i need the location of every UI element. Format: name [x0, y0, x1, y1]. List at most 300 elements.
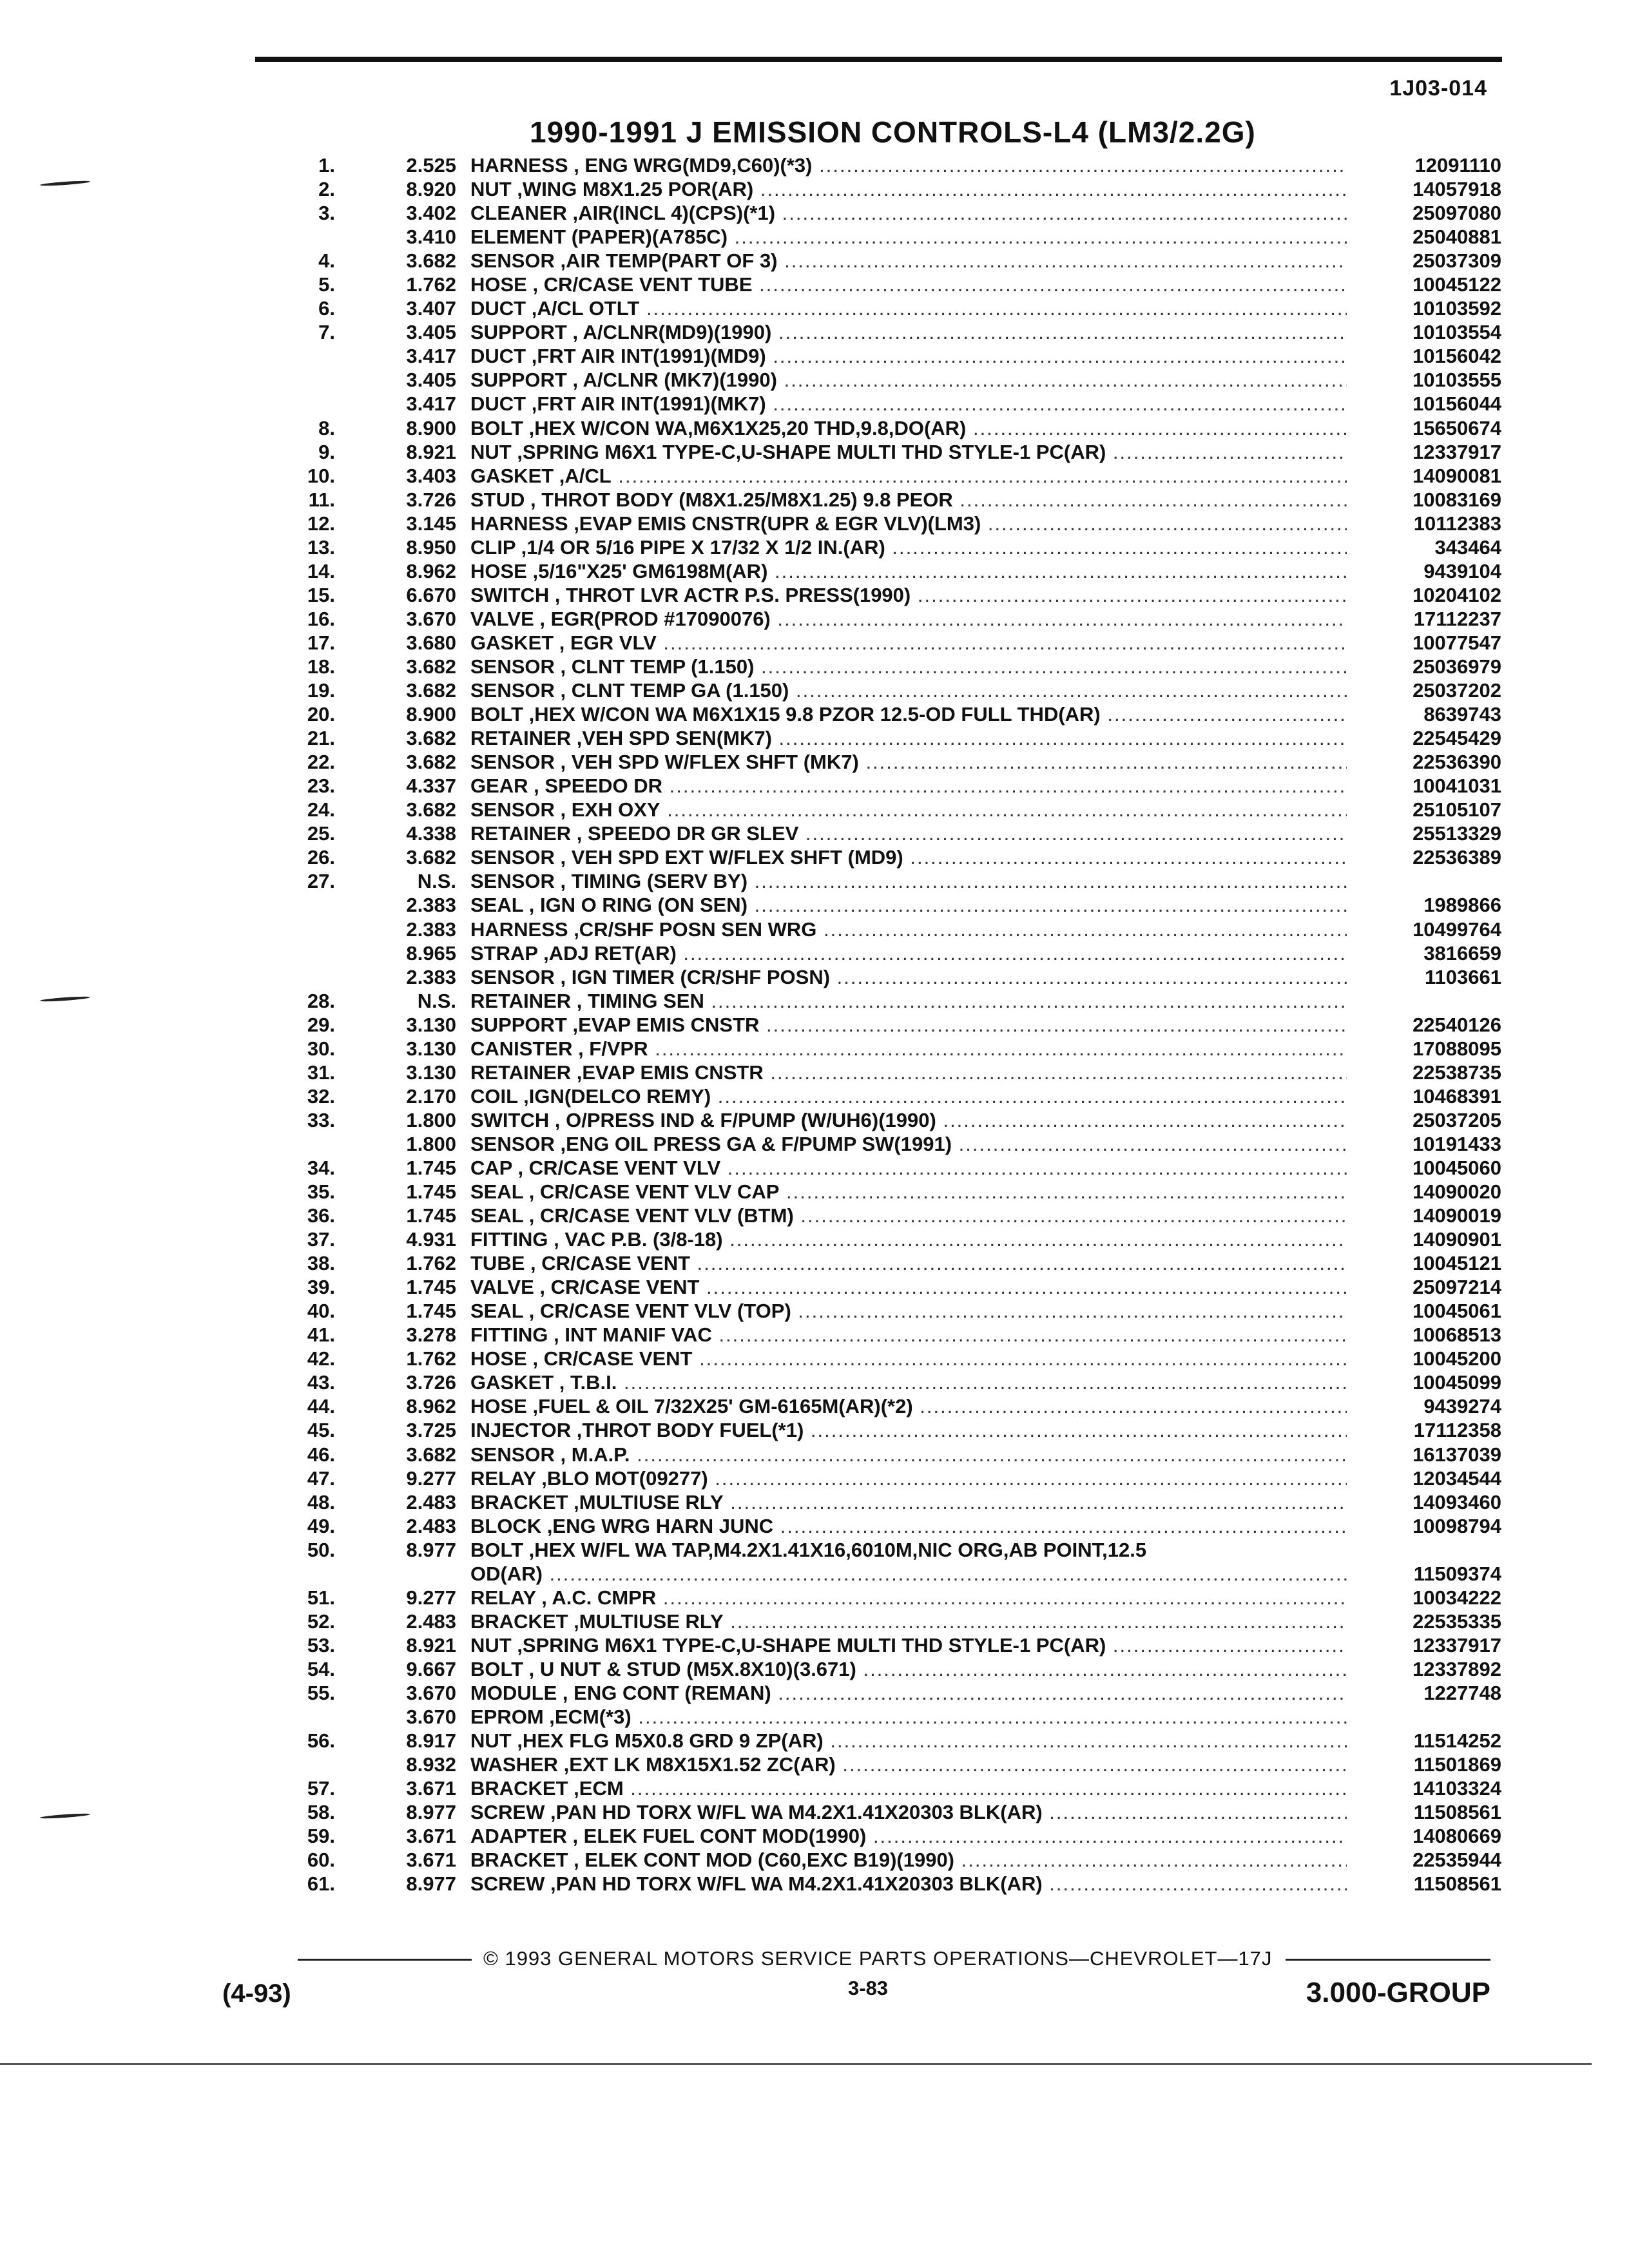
part-row [258, 1299, 1501, 1323]
part-row [258, 1872, 1501, 1896]
item-number: 34. [307, 1156, 335, 1179]
part-number: 10103555 [1412, 369, 1501, 392]
part-description: FITTING , INT MANIF VAC ..... [470, 1323, 1347, 1347]
part-description: CAP , CR/CASE VENT VLV ..... [470, 1156, 1347, 1180]
part-row [258, 1705, 1501, 1729]
item-number: 6. [318, 297, 335, 320]
part-row [258, 1729, 1501, 1753]
part-number: 10045061 [1412, 1300, 1501, 1323]
part-row [258, 798, 1501, 822]
part-row [258, 1394, 1501, 1418]
item-number: 11. [308, 488, 335, 511]
group-number: 2.383 [406, 918, 456, 941]
group-number: 8.977 [406, 1872, 456, 1896]
copyright-line: © 1993 GENERAL MOTORS SERVICE PARTS OPERATIONS—CHEVROLET—17J [483, 1947, 1273, 1970]
part-number: 14057918 [1412, 178, 1501, 201]
binder-hole-mark [40, 995, 90, 1002]
part-description: RETAINER ,VEH SPD SEN(MK7) ..... [470, 726, 1347, 750]
part-row [258, 1156, 1501, 1180]
part-description: DUCT ,A/CL OTLT ..... [470, 296, 1347, 320]
group-number: 8.900 [406, 416, 456, 439]
part-number: 11508561 [1413, 1801, 1501, 1824]
part-row [258, 1681, 1501, 1705]
part-row [258, 1061, 1501, 1084]
part-row [258, 726, 1501, 750]
page-title: 1990-1991 J EMISSION CONTROLS-L4 (LM3/2.2G) [530, 115, 1256, 149]
part-description: CLEANER ,AIR(INCL 4)(CPS)(*1) ..... [470, 201, 1347, 225]
part-number: 343464 [1434, 535, 1501, 559]
group-number: 3.670 [406, 1706, 456, 1729]
part-row [258, 1824, 1501, 1848]
item-number: 51. [307, 1586, 335, 1609]
group-number: 6.670 [406, 583, 456, 606]
part-row [258, 1657, 1501, 1681]
part-row [258, 1347, 1501, 1370]
item-number: 49. [307, 1514, 335, 1537]
part-description: GASKET ,A/CL ..... [470, 464, 1347, 488]
part-description: BOLT ,HEX W/FL WA TAP,M4.2X1.41X16,6010M,NIC ORG,AB POINT,12.5 [470, 1538, 1147, 1561]
group-number: 2.483 [406, 1514, 456, 1537]
part-description: SENSOR , CLNT TEMP (1.150) ..... [470, 655, 1347, 678]
part-row [258, 941, 1501, 965]
item-number: 32. [307, 1084, 335, 1108]
part-description: SEAL , IGN O RING (ON SEN) ..... [470, 893, 1347, 917]
part-number: 11501869 [1413, 1753, 1501, 1776]
group-number: 2.383 [406, 894, 456, 917]
group-number: 3.130 [406, 1013, 456, 1036]
part-number: 12091110 [1414, 154, 1501, 177]
item-number: 54. [307, 1657, 335, 1680]
part-row [258, 1251, 1501, 1275]
part-row [258, 989, 1501, 1013]
part-description: BRACKET ,MULTIUSE RLY ..... [470, 1490, 1347, 1514]
group-number: 4.931 [406, 1228, 456, 1251]
part-number: 17088095 [1412, 1037, 1501, 1060]
part-number: 22540126 [1412, 1013, 1501, 1036]
item-number: 13. [307, 535, 335, 559]
part-number: 25037205 [1412, 1108, 1501, 1131]
part-description: SENSOR ,ENG OIL PRESS GA & F/PUMP SW(1991) ..... [470, 1132, 1347, 1156]
item-number: 61. [307, 1872, 335, 1896]
part-description: HOSE , CR/CASE VENT ..... [470, 1347, 1347, 1370]
part-row [258, 822, 1501, 845]
group-number: 8.932 [406, 1753, 456, 1776]
part-number: 10045200 [1412, 1347, 1501, 1370]
part-number: 10103592 [1412, 297, 1501, 320]
part-description: SCREW ,PAN HD TORX W/FL WA M4.2X1.41X20303 BLK(AR) ..... [470, 1800, 1347, 1824]
item-number: 41. [307, 1323, 335, 1347]
part-number: 9439104 [1423, 559, 1501, 582]
part-row [258, 201, 1501, 225]
part-row [258, 1610, 1501, 1633]
item-number: 21. [307, 727, 335, 750]
part-description: STUD , THROT BODY (M8X1.25/M8X1.25) 9.8 PEOR ..... [470, 488, 1347, 512]
group-number: 1.745 [406, 1180, 456, 1204]
binder-hole-mark [40, 1812, 90, 1819]
part-number: 11508561 [1413, 1872, 1501, 1896]
part-description: SUPPORT ,EVAP EMIS CNSTR ..... [470, 1013, 1347, 1037]
group-number: N.S. [417, 870, 456, 893]
part-number: 10041031 [1412, 774, 1501, 798]
part-row [258, 678, 1501, 702]
part-row [258, 655, 1501, 678]
item-number: 30. [307, 1037, 335, 1060]
part-row [258, 273, 1501, 296]
item-number: 40. [307, 1300, 335, 1323]
part-number: 17112358 [1413, 1419, 1501, 1442]
part-number: 10499764 [1412, 918, 1501, 941]
part-number: 10112383 [1413, 512, 1501, 535]
part-number: 25040881 [1412, 226, 1501, 249]
item-number: 27. [307, 870, 335, 893]
part-row [258, 1490, 1501, 1514]
part-row [258, 416, 1501, 440]
part-description: SENSOR , VEH SPD EXT W/FLEX SHFT (MD9) ..... [470, 845, 1347, 869]
part-row [258, 1443, 1501, 1466]
group-number: 2.170 [406, 1084, 456, 1108]
part-number: 22535944 [1412, 1849, 1501, 1872]
group-number: 3.402 [406, 202, 456, 225]
part-row [258, 392, 1501, 416]
item-number: 22. [307, 751, 335, 774]
item-number: 33. [307, 1108, 335, 1131]
part-row [258, 1084, 1501, 1108]
group-number: 1.745 [406, 1156, 456, 1179]
group-number: 4.337 [406, 774, 456, 798]
part-row [258, 750, 1501, 774]
group-number: 4.338 [406, 822, 456, 845]
part-description: DUCT ,FRT AIR INT(1991)(MD9) ..... [470, 344, 1347, 368]
part-description: COIL ,IGN(DELCO REMY) ..... [470, 1084, 1347, 1108]
part-description: SENSOR , CLNT TEMP GA (1.150) ..... [470, 678, 1347, 702]
part-number: 14080669 [1412, 1825, 1501, 1848]
item-number: 52. [307, 1610, 335, 1633]
part-description: STRAP ,ADJ RET(AR) ..... [470, 941, 1347, 965]
part-number: 22536389 [1412, 846, 1501, 869]
part-row [258, 1514, 1501, 1538]
part-row [258, 512, 1501, 535]
part-number: 25513329 [1412, 822, 1501, 845]
part-row [258, 1800, 1501, 1824]
part-row [258, 702, 1501, 726]
item-number: 9. [318, 440, 335, 463]
group-number: 8.962 [406, 559, 456, 582]
part-description: SWITCH , O/PRESS IND & F/PUMP (W/UH6)(1990) ..... [470, 1108, 1347, 1132]
part-row [258, 1037, 1501, 1061]
group-number: 2.525 [406, 154, 456, 177]
part-number: 10204102 [1412, 583, 1501, 606]
part-row [258, 1013, 1501, 1037]
item-number: 36. [307, 1204, 335, 1227]
group-number: 3.278 [406, 1323, 456, 1347]
part-number: 25105107 [1412, 798, 1501, 822]
part-number: 12337917 [1412, 1633, 1501, 1657]
group-number: 8.921 [406, 1633, 456, 1657]
part-number: 14103324 [1412, 1777, 1501, 1800]
part-description: SEAL , CR/CASE VENT VLV (BTM) ..... [470, 1204, 1347, 1227]
part-description: HOSE , CR/CASE VENT TUBE ..... [470, 273, 1347, 296]
part-row [258, 583, 1501, 607]
part-number: 15650674 [1412, 416, 1501, 439]
part-description: BOLT , U NUT & STUD (M5X.8X10)(3.671) ..... [470, 1657, 1347, 1681]
part-number: 10191433 [1412, 1132, 1501, 1155]
part-description: SENSOR , EXH OXY ..... [470, 798, 1347, 822]
part-number: 12337892 [1412, 1657, 1501, 1680]
item-number: 16. [307, 607, 335, 630]
part-description: MODULE , ENG CONT (REMAN) ..... [470, 1681, 1347, 1705]
top-rule [255, 57, 1502, 62]
group-number: 8.920 [406, 178, 456, 201]
part-row [258, 296, 1501, 320]
group-number: 3.145 [406, 512, 456, 535]
part-number: 12337917 [1412, 440, 1501, 463]
part-description: SEAL , CR/CASE VENT VLV CAP ..... [470, 1180, 1347, 1204]
part-row [258, 1586, 1501, 1610]
group-number: 3.682 [406, 727, 456, 750]
group-number: 3.405 [406, 369, 456, 392]
group-number: 3.682 [406, 655, 456, 678]
group-number: 9.277 [406, 1586, 456, 1609]
part-description: SWITCH , THROT LVR ACTR P.S. PRESS(1990) ..... [470, 583, 1347, 607]
part-row [258, 774, 1501, 798]
part-row [258, 1418, 1501, 1442]
group-number: 8.900 [406, 703, 456, 726]
part-number: 10098794 [1412, 1514, 1501, 1537]
parts-list [258, 153, 1501, 1896]
part-row [258, 440, 1501, 464]
group-number: 1.745 [406, 1300, 456, 1323]
group-number: 3.680 [406, 631, 456, 654]
part-row [258, 918, 1501, 941]
part-description: EPROM ,ECM(*3) ..... [470, 1705, 1347, 1729]
part-description: HOSE ,5/16"X25' GM6198M(AR) ..... [470, 559, 1347, 583]
item-number: 44. [307, 1395, 335, 1418]
part-number: 14093460 [1412, 1490, 1501, 1514]
part-number: 3816659 [1423, 941, 1501, 965]
item-number: 17. [307, 631, 335, 654]
part-row [258, 1538, 1501, 1562]
part-description: BRACKET , ELEK CONT MOD (C60,EXC B19)(1990) ..... [470, 1848, 1347, 1872]
item-number: 1. [318, 154, 335, 177]
item-number: 19. [307, 679, 335, 702]
item-number: 47. [307, 1466, 335, 1490]
part-number: 10034222 [1412, 1586, 1501, 1609]
part-number: 10045060 [1412, 1156, 1501, 1179]
part-description: HARNESS , ENG WRG(MD9,C60)(*3) ..... [470, 153, 1347, 177]
part-row [258, 631, 1501, 655]
part-description: NUT ,SPRING M6X1 TYPE-C,U-SHAPE MULTI THD STYLE-1 PC(AR) ..... [470, 440, 1347, 464]
item-number: 8. [318, 416, 335, 439]
part-row [258, 344, 1501, 368]
group-number: 2.483 [406, 1610, 456, 1633]
part-description: HOSE ,FUEL & OIL 7/32X25' GM-6165M(AR)(*2) ..... [470, 1394, 1347, 1418]
revision-date: (4-93) [222, 1979, 291, 2008]
group-number: 3.682 [406, 1443, 456, 1466]
part-number: 14090020 [1412, 1180, 1501, 1204]
part-description: WASHER ,EXT LK M8X15X1.52 ZC(AR) ..... [470, 1753, 1347, 1776]
item-number: 39. [307, 1276, 335, 1299]
part-row [258, 1370, 1501, 1394]
part-description: SCREW ,PAN HD TORX W/FL WA M4.2X1.41X20303 BLK(AR) ..... [470, 1872, 1347, 1896]
part-row [258, 368, 1501, 392]
item-number: 28. [307, 989, 335, 1012]
part-number: 16137039 [1412, 1443, 1501, 1466]
part-description: GASKET , EGR VLV ..... [470, 631, 1347, 655]
item-number: 57. [307, 1777, 335, 1800]
part-number: 22535335 [1412, 1610, 1501, 1633]
part-number: 25037309 [1412, 249, 1501, 273]
part-number: 10083169 [1412, 488, 1501, 511]
part-row [258, 177, 1501, 201]
item-number: 4. [318, 249, 335, 273]
group-number: 3.130 [406, 1037, 456, 1060]
group-number: 1.800 [406, 1132, 456, 1155]
part-row [258, 1180, 1501, 1204]
group-number: 3.417 [406, 345, 456, 368]
item-number: 26. [307, 846, 335, 869]
part-description: OD(AR) ..... [470, 1562, 1347, 1586]
part-description: RELAY , A.C. CMPR ..... [470, 1586, 1347, 1610]
part-number: 10045121 [1412, 1252, 1501, 1275]
part-number: 11514252 [1413, 1729, 1501, 1753]
group-number: 3.410 [406, 226, 456, 249]
item-number: 43. [307, 1371, 335, 1394]
group-label: 3.000-GROUP [1306, 1977, 1490, 2008]
part-description: VALVE , CR/CASE VENT ..... [470, 1275, 1347, 1299]
part-description: BOLT ,HEX W/CON WA M6X1X15 9.8 PZOR 12.5-OD FULL THD(AR) ..... [470, 702, 1347, 726]
group-number: 3.405 [406, 321, 456, 344]
part-row [258, 1227, 1501, 1251]
part-description: NUT ,HEX FLG M5X0.8 GRD 9 ZP(AR) ..... [470, 1729, 1347, 1753]
part-description: SENSOR , TIMING (SERV BY) ..... [470, 869, 1347, 893]
part-row [258, 320, 1501, 344]
group-number: 3.682 [406, 679, 456, 702]
group-number: 8.917 [406, 1729, 456, 1753]
item-number: 37. [307, 1228, 335, 1251]
item-number: 15. [307, 583, 335, 606]
group-number: 3.671 [406, 1825, 456, 1848]
binder-hole-mark [40, 180, 90, 186]
part-number: 12034544 [1412, 1466, 1501, 1490]
footer-rule-left [298, 1959, 472, 1961]
part-number: 25097080 [1412, 202, 1501, 225]
group-number: 1.800 [406, 1108, 456, 1131]
group-number: 9.277 [406, 1466, 456, 1490]
part-description: DUCT ,FRT AIR INT(1991)(MK7) ..... [470, 392, 1347, 416]
part-number: 1103661 [1425, 965, 1501, 988]
group-number: N.S. [417, 989, 456, 1012]
part-description: SUPPORT , A/CLNR (MK7)(1990) ..... [470, 368, 1347, 392]
group-number: 3.726 [406, 488, 456, 511]
group-number: 3.682 [406, 249, 456, 273]
part-number: 10468391 [1412, 1084, 1501, 1108]
footer-rule-right [1286, 1959, 1490, 1961]
part-row [258, 1132, 1501, 1156]
group-number: 3.670 [406, 1682, 456, 1704]
item-number: 29. [307, 1013, 335, 1036]
part-number: 22536390 [1412, 751, 1501, 774]
part-description: SENSOR , M.A.P. ..... [470, 1443, 1347, 1466]
group-number: 8.965 [406, 941, 456, 965]
group-number: 8.977 [406, 1538, 456, 1561]
part-row [258, 1275, 1501, 1299]
group-number: 1.762 [406, 273, 456, 296]
item-number: 60. [307, 1849, 335, 1872]
part-row [258, 1323, 1501, 1347]
part-number: 14090081 [1412, 464, 1501, 487]
part-description: TUBE , CR/CASE VENT ..... [470, 1251, 1347, 1275]
part-description: RETAINER , SPEEDO DR GR SLEV ..... [470, 822, 1347, 845]
part-row [258, 225, 1501, 249]
part-number: 1227748 [1423, 1682, 1501, 1704]
part-number: 25036979 [1412, 655, 1501, 678]
group-number: 3.725 [406, 1419, 456, 1442]
part-description: GEAR , SPEEDO DR ..... [470, 774, 1347, 798]
part-number: 10077547 [1412, 631, 1501, 654]
group-number: 3.417 [406, 392, 456, 416]
item-number: 14. [307, 559, 335, 582]
group-number: 1.762 [406, 1252, 456, 1275]
item-number: 58. [307, 1801, 335, 1824]
part-description: BRACKET ,ECM ..... [470, 1776, 1347, 1800]
item-number: 3. [318, 202, 335, 225]
part-number: 10045099 [1412, 1371, 1501, 1394]
part-description: RELAY ,BLO MOT(09277) ..... [470, 1466, 1347, 1490]
item-number: 46. [307, 1443, 335, 1466]
group-number: 1.762 [406, 1347, 456, 1370]
part-number: 10103554 [1412, 321, 1501, 344]
part-description: ELEMENT (PAPER)(A785C) ..... [470, 225, 1347, 249]
part-description: NUT ,SPRING M6X1 TYPE-C,U-SHAPE MULTI THD STYLE-1 PC(AR) ..... [470, 1633, 1347, 1657]
part-row [258, 1776, 1501, 1800]
part-description: FITTING , VAC P.B. (3/8-18) ..... [470, 1227, 1347, 1251]
part-number: 25037202 [1412, 679, 1501, 702]
document-id: 1J03-014 [1389, 76, 1487, 101]
part-number: 11509374 [1413, 1562, 1501, 1585]
group-number: 3.130 [406, 1061, 456, 1084]
group-number: 2.383 [406, 965, 456, 988]
part-row [258, 153, 1501, 177]
part-description: SEAL , CR/CASE VENT VLV (TOP) ..... [470, 1299, 1347, 1323]
item-number: 31. [307, 1061, 335, 1084]
item-number: 5. [318, 273, 335, 296]
part-description: CLIP ,1/4 OR 5/16 PIPE X 17/32 X 1/2 IN.(AR) ..... [470, 535, 1347, 559]
part-row [258, 1204, 1501, 1227]
part-description: BOLT ,HEX W/CON WA,M6X1X25,20 THD,9.8,DO(AR) ..... [470, 416, 1347, 440]
part-description: SENSOR , IGN TIMER (CR/SHF POSN) ..... [470, 965, 1347, 989]
part-description: INJECTOR ,THROT BODY FUEL(*1) ..... [470, 1418, 1347, 1442]
group-number: 3.682 [406, 751, 456, 774]
part-description: HARNESS ,CR/SHF POSN SEN WRG ..... [470, 918, 1347, 941]
group-number: 2.483 [406, 1490, 456, 1514]
part-row [258, 249, 1501, 273]
group-number: 3.682 [406, 798, 456, 822]
part-description: SUPPORT , A/CLNR(MD9)(1990) ..... [470, 320, 1347, 344]
item-number: 18. [307, 655, 335, 678]
part-row [258, 1108, 1501, 1132]
item-number: 38. [307, 1252, 335, 1275]
part-description: BRACKET ,MULTIUSE RLY ..... [470, 1610, 1347, 1633]
part-number: 14090901 [1412, 1228, 1501, 1251]
part-description: RETAINER , TIMING SEN ..... [470, 989, 1347, 1013]
part-row [258, 1466, 1501, 1490]
group-number: 1.745 [406, 1276, 456, 1299]
item-number: 10. [307, 464, 335, 487]
item-number: 42. [307, 1347, 335, 1370]
part-number: 1989866 [1423, 894, 1501, 917]
item-number: 56. [307, 1729, 335, 1753]
part-description: RETAINER ,EVAP EMIS CNSTR ..... [470, 1061, 1347, 1084]
